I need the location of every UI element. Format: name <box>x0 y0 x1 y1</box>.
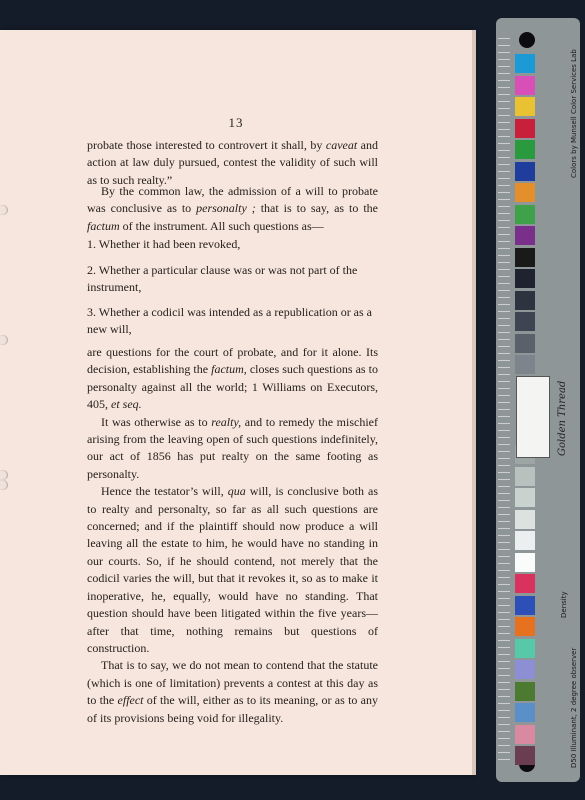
handwritten-label <box>553 378 573 458</box>
text-span: that is to say, as to the <box>255 201 379 216</box>
binding-hole <box>0 470 8 480</box>
italic-term: effect <box>117 693 144 708</box>
text-span: of the will, either as to its meaning, or as to any of its provisions being void for illegality. <box>87 693 378 725</box>
italic-term: qua <box>227 484 246 499</box>
color-swatch <box>515 76 535 95</box>
color-swatch <box>515 205 535 224</box>
text-span: closes such questions as to personalty against all the world; 1 Williams on Executors, 405, <box>87 362 378 412</box>
color-swatch <box>515 162 535 181</box>
ruler-scale <box>498 38 510 762</box>
gray-target-card <box>516 376 550 458</box>
handwritten-text: Golden Thread <box>557 380 568 456</box>
color-checker-ruler <box>496 18 580 782</box>
text-span: By the common law, the admission of a will to probate was conclusive as to <box>87 184 378 216</box>
color-swatch <box>515 725 535 744</box>
binding-hole <box>0 205 8 215</box>
color-swatch <box>515 140 535 159</box>
color-swatch <box>515 97 535 116</box>
italic-term: personalty ; <box>196 201 256 216</box>
list-item: 1. Whether it had been revoked, <box>87 237 241 251</box>
main-text-block <box>87 344 378 727</box>
color-swatch <box>515 312 535 331</box>
page-edge <box>472 30 476 775</box>
color-swatch <box>515 355 535 374</box>
color-swatch <box>515 488 535 507</box>
color-swatch <box>515 746 535 765</box>
text-span: and action at law duly pursued, contest the validity of such will as to such realty.” <box>87 138 379 187</box>
italic-term: factum, <box>211 362 247 377</box>
color-swatch <box>515 531 535 550</box>
color-swatch <box>515 553 535 572</box>
text-span: of the instrument. All such questions as— <box>119 218 324 233</box>
color-swatch <box>515 226 535 245</box>
ruler-density-label: Density <box>560 591 568 618</box>
paragraph-continued <box>87 137 378 189</box>
text-span: will, is conclusive both as to realty and personalty, so far as all such questions are concerned; and if the plaintiff should now produce a will leaving all the estate to him, he would have no standing in our courts. So, if he should contend, not merely that the codicil varies the will, but that it revokes it, so as to make it inoperative, he, equally, would have no standing. That question should have been litigated within the five years—after that time, nothing remains but questions of construction. <box>87 484 378 655</box>
color-swatch <box>515 639 535 658</box>
text-span: That is to say, we do not mean to contend that the statute (which is one of limitation) prevents a contest at this day as to the <box>87 658 378 708</box>
color-swatch <box>515 682 535 701</box>
list-item: 2. Whether a particular clause was or was not part of the instrument, <box>87 263 358 295</box>
color-swatch <box>515 119 535 138</box>
color-swatch <box>515 510 535 529</box>
ruler-top-label: Colors by Munsell Color Services Lab <box>570 49 578 178</box>
color-swatch <box>515 703 535 722</box>
italic-term: et seq. <box>111 397 142 412</box>
color-swatch <box>515 596 535 615</box>
text-span: It was otherwise as to <box>101 414 212 429</box>
binding-hole <box>0 335 8 345</box>
list-item: 3. Whether a codicil was intended as a republication or as a new will, <box>87 305 373 337</box>
color-swatch <box>515 574 535 593</box>
color-swatch <box>515 291 535 310</box>
binding-hole <box>0 480 8 490</box>
italic-term: caveat <box>325 138 358 152</box>
ruler-bottom-label: D50 Illuminant, 2 degree observer <box>570 647 578 768</box>
ruler-hole <box>519 32 535 48</box>
text-span: Hence the testator’s will, <box>101 484 228 499</box>
color-swatch <box>515 617 535 636</box>
text-span: are questions for the court of probate, and for it alone. Its decision, establishing the <box>87 345 378 377</box>
italic-term: realty, <box>211 414 242 429</box>
paragraph-common-law <box>87 183 378 235</box>
color-swatch <box>515 248 535 267</box>
color-swatch <box>515 334 535 353</box>
color-swatch <box>515 467 535 486</box>
page-number: 13 <box>228 115 244 130</box>
color-swatch <box>515 269 535 288</box>
color-swatch <box>515 54 535 73</box>
italic-term: factum <box>87 218 120 233</box>
color-swatch <box>515 660 535 679</box>
text-span: and to remedy the mischief arising from the leaving open of such questions indefinitely, our act of 1856 has put realty on the same footing as personalty. <box>87 414 378 481</box>
color-swatch <box>515 183 535 202</box>
text-span: probate those interested to controvert it shall, by <box>87 138 326 152</box>
